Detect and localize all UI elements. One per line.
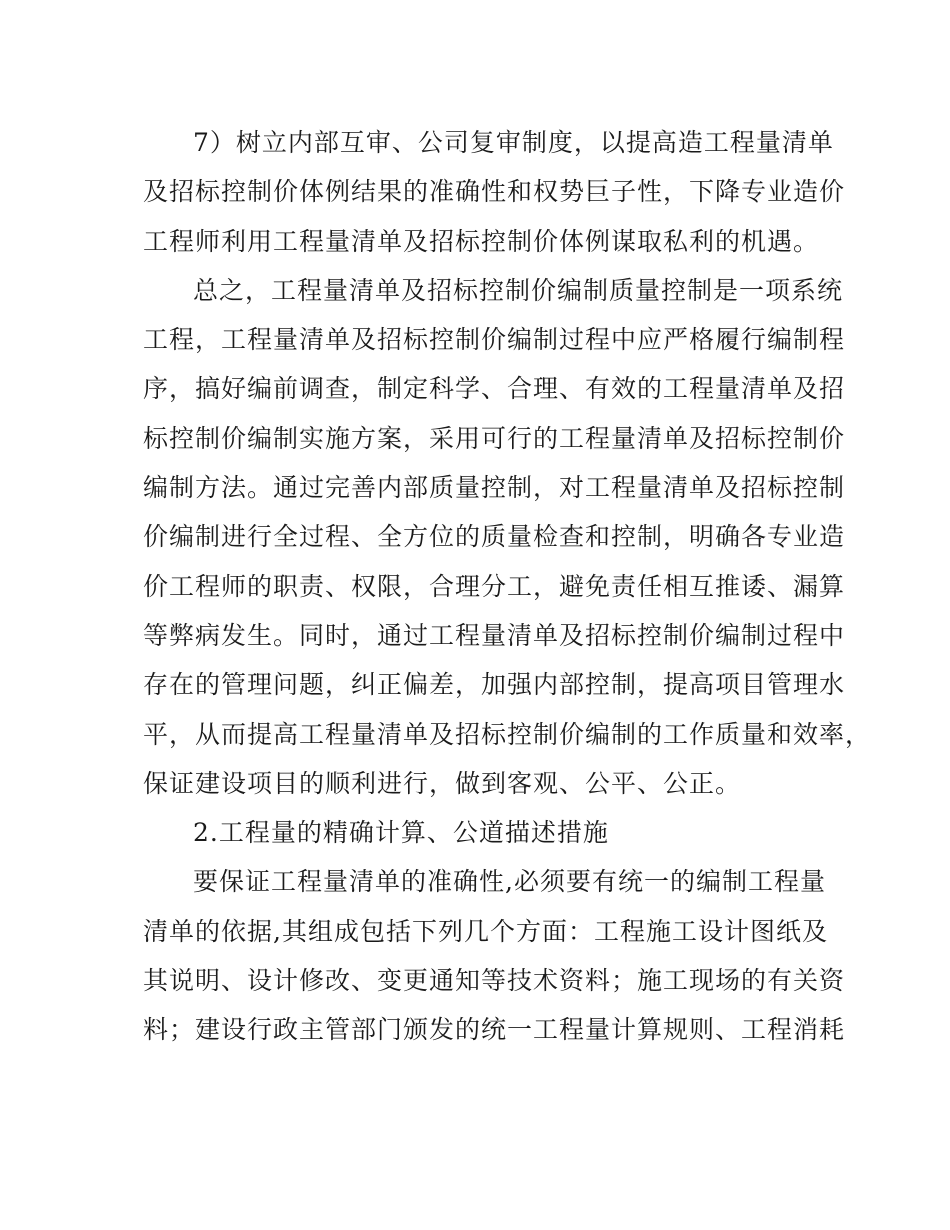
body-text [143, 118, 872, 1055]
paragraph-line: 工程师利用工程量清单及招标控制价体例谋取私利的机遇。 [143, 226, 820, 256]
paragraph-line: 存在的管理问题，纠正偏差，加强内部控制，提高项目管理水 [143, 670, 846, 700]
paragraph-line: 价编制进行全过程、全方位的质量检查和控制，明确各专业造 [143, 522, 846, 552]
paragraph-line: 料；建设行政主管部门颁发的统一工程量计算规则、工程消耗 [143, 1015, 846, 1045]
paragraph-line: 清单的依据,其组成包括下列几个方面：工程施工设计图纸及 [143, 916, 828, 946]
paragraph-line: 价工程师的职责、权限，合理分工，避免责任相互推诿、漏算 [143, 571, 846, 601]
paragraph-line: 总之，工程量清单及招标控制价编制质量控制是一项系统 [193, 275, 844, 305]
paragraph-line: 编制方法。通过完善内部质量控制，对工程量清单及招标控制 [143, 473, 846, 503]
paragraph-line: 其说明、设计修改、变更通知等技术资料；施工现场的有关资 [143, 966, 846, 996]
paragraph-line: 标控制价编制实施方案，采用可行的工程量清单及招标控制价 [143, 423, 846, 453]
paragraph-line: 7）树立内部互审、公司复审制度，以提高造工程量清单 [193, 128, 834, 157]
paragraph-line: 要保证工程量清单的准确性,必须要有统一的编制工程量 [193, 867, 826, 897]
paragraph-line: 工程，工程量清单及招标控制价编制过程中应严格履行编制程 [143, 325, 846, 355]
paragraph-line: 保证建设项目的顺利进行，做到客观、公平、公正。 [143, 768, 742, 798]
paragraph-line: 平，从而提高工程量清单及招标控制价编制的工作质量和效率， [143, 719, 872, 749]
paragraph-line: 等弊病发生。同时，通过工程量清单及招标控制价编制过程中 [143, 620, 846, 650]
paragraph-line: 及招标控制价体例结果的准确性和权势巨子性，下降专业造价 [143, 177, 846, 207]
paragraph-line: 序，搞好编前调查，制定科学、合理、有效的工程量清单及招 [143, 374, 846, 404]
section-heading: 2.工程量的精确计算、公道描述措施 [193, 818, 609, 848]
